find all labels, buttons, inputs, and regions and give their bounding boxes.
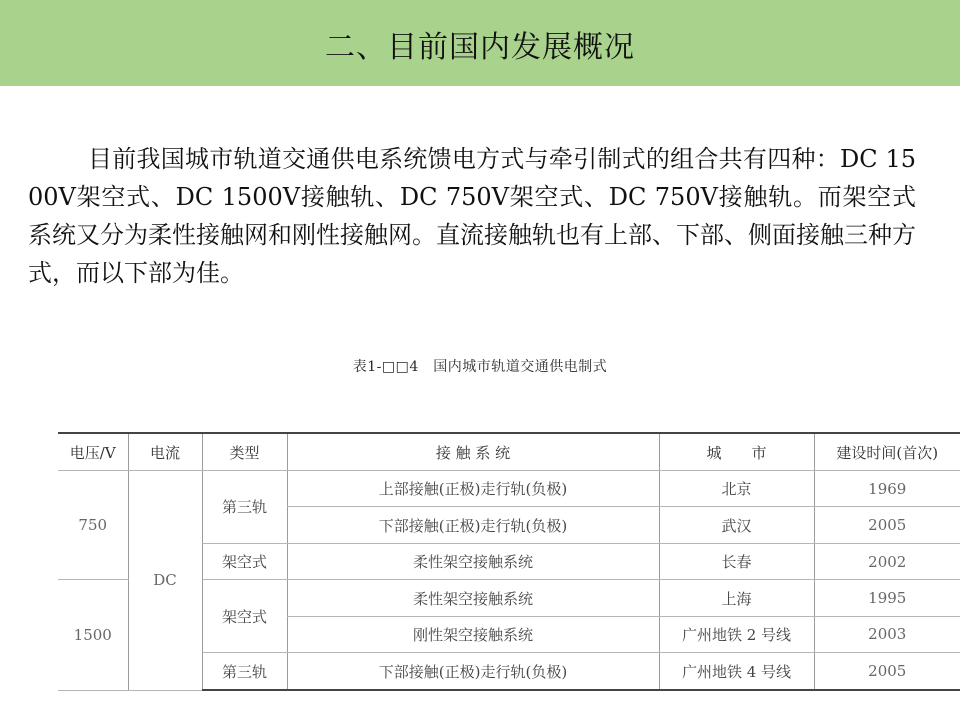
header-city: 城 市: [659, 433, 814, 471]
body-paragraph: 目前我国城市轨道交通供电系统馈电方式与牵引制式的组合共有四种：DC 1500V架空式、DC 1500V接触轨、DC 750V架空式、DC 750V接触轨。而架空式系统又分为柔性接触网和刚性接触网。直流接触轨也有上部、下部、侧面接触三种方式，而以下部为佳。: [28, 145, 916, 287]
cell-voltage-750: 750: [58, 471, 128, 580]
table-row: [58, 471, 960, 507]
cell-year: 1995: [814, 580, 960, 616]
cell-year: 1969: [814, 471, 960, 507]
power-supply-table: [58, 432, 960, 691]
cell-city: 北京: [659, 471, 814, 507]
table-caption: 表1-□□4 国内城市轨道交通供电制式: [352, 359, 608, 375]
header-contact-system: 接 触 系 统: [287, 433, 659, 471]
cell-city: 武汉: [659, 507, 814, 543]
cell-city: 广州地铁 4 号线: [659, 653, 814, 690]
cell-year: 2005: [814, 507, 960, 543]
cell-system: 下部接触(正极)走行轨(负极): [287, 653, 659, 690]
cell-type: 第三轨: [202, 471, 287, 544]
slide-title: 二、目前国内发展概况: [325, 30, 635, 65]
header-current: 电流: [128, 433, 202, 471]
cell-system: 下部接触(正极)走行轨(负极): [287, 507, 659, 543]
cell-type: 第三轨: [202, 653, 287, 690]
header-type: 类型: [202, 433, 287, 471]
cell-system: 柔性架空接触系统: [287, 580, 659, 616]
table-header-row: [58, 433, 960, 471]
cell-system: 柔性架空接触系统: [287, 543, 659, 579]
cell-year: 2002: [814, 543, 960, 579]
cell-type: 架空式: [202, 580, 287, 653]
cell-city: 上海: [659, 580, 814, 616]
cell-current-dc: DC: [128, 471, 202, 691]
cell-city: 长春: [659, 543, 814, 579]
cell-voltage-1500: 1500: [58, 580, 128, 690]
cell-system: 刚性架空接触系统: [287, 616, 659, 652]
header-voltage: 电压/V: [58, 433, 128, 471]
cell-city: 广州地铁 2 号线: [659, 616, 814, 652]
cell-system: 上部接触(正极)走行轨(负极): [287, 471, 659, 507]
cell-type: 架空式: [202, 543, 287, 579]
cell-year: 2005: [814, 653, 960, 690]
cell-year: 2003: [814, 616, 960, 652]
header-year: 建设时间(首次): [814, 433, 960, 471]
